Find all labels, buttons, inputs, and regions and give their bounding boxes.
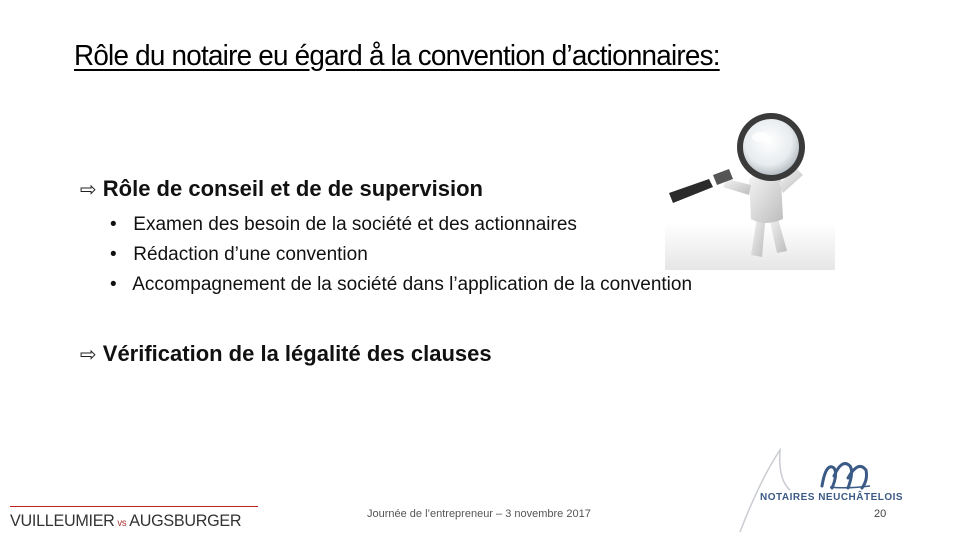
bullet-icon: •	[110, 274, 117, 295]
logo-left-part2: AUGSBURGER	[129, 511, 242, 530]
page-number: 20	[874, 508, 887, 520]
bullet-text: Accompagnement de la société dans l’application de la convention	[132, 274, 693, 295]
bullet-list	[110, 210, 692, 300]
footer-event-text: Journée de l’entrepreneur – 3 novembre 2017	[367, 508, 591, 520]
logo-divider	[10, 506, 258, 507]
arrow-icon: ⇨	[80, 178, 97, 201]
arrow-icon: ⇨	[80, 343, 97, 366]
bullet-text: Examen des besoin de la société et des actionnaires	[133, 214, 577, 235]
logo-left-part1: VUILLEUMIER	[10, 511, 115, 530]
logo-left-text	[10, 511, 241, 531]
magnifier-person-icon	[665, 105, 835, 270]
notaires-swoosh-icon	[730, 440, 945, 535]
slide-title: Rôle du notaire eu égard å la convention d’actionnaires:	[74, 40, 720, 72]
bullet-text: Rédaction d’une convention	[133, 244, 368, 265]
bullet-icon: •	[110, 244, 117, 265]
notaires-neuchatelois-logo	[730, 440, 945, 535]
bullet-item	[110, 270, 692, 300]
bullet-icon: •	[110, 214, 117, 235]
section-heading-text: Vérification de la légalité des clauses	[102, 341, 492, 366]
logo-right-text: NOTAIRES NEUCHÂTELOIS	[760, 492, 904, 503]
logo-left-vs: vs	[117, 518, 127, 529]
bullet-item	[110, 210, 692, 240]
section-heading-text: Rôle de conseil et de de supervision	[102, 176, 483, 201]
section-heading-advice	[80, 176, 483, 202]
bullet-item	[110, 240, 692, 270]
vuilleumier-augsburger-logo	[0, 503, 258, 533]
section-heading-legality	[80, 341, 492, 367]
